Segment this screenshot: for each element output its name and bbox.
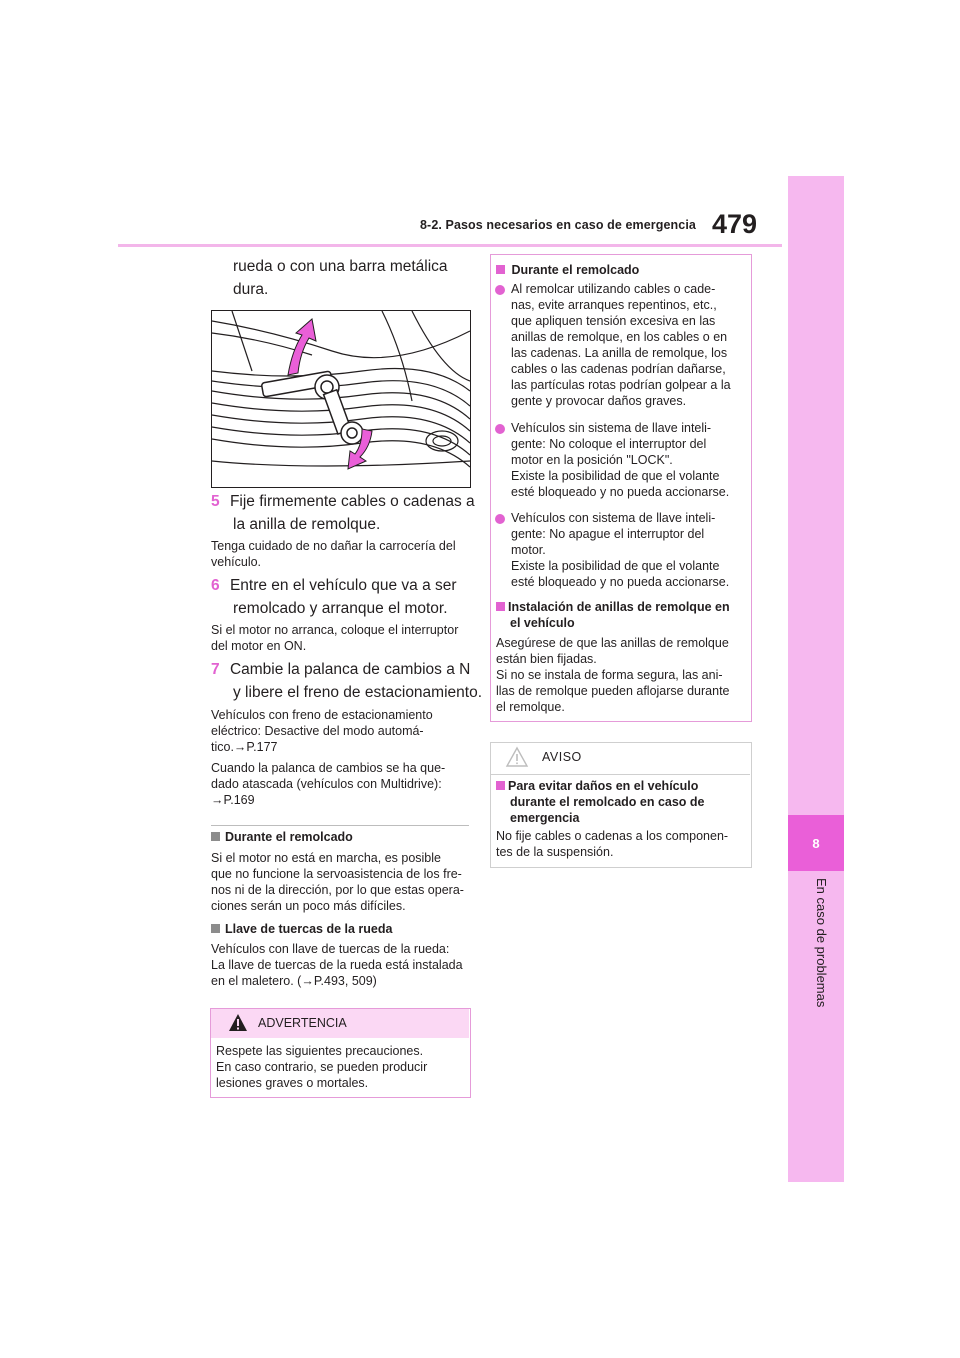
bullet-line: nas, evite arranques repentinos, etc., [511,298,717,312]
heading-text: durante el remolcado en caso de [510,795,705,809]
bullet-line: las partículas rotas podrían golpear a la [511,378,731,392]
step-text: Cambie la palanca de cambios a N [229,661,471,678]
bullet-line: las cadenas. La anilla de remolque, los [511,346,728,360]
bullet-dot-icon [495,285,505,295]
towing-eye-illustration [212,311,470,487]
warning-title: ADVERTENCIA [258,1016,347,1030]
warning-line: lesiones graves o mortales. [216,1076,369,1090]
note-line: del motor en ON. [211,639,307,653]
step-note [211,622,458,654]
intro-line-1: rueda o con una barra metálica [233,258,448,275]
body-line: Si no se instala de forma segura, las ani- [496,668,723,682]
body-line: No fije cables o cadenas a los componen- [496,829,729,843]
note-line: vehículo. [211,555,262,569]
header-rule [118,244,782,247]
body-line: La llave de tuercas de la rueda está instalada [211,958,463,972]
bullet-line: anillas de remolque, en los cables o en [511,330,728,344]
square-bullet-icon [211,832,220,841]
note-line: Cuando la palanca de cambios se ha que- [211,761,446,775]
bullet-text [511,420,747,500]
towing-illustration [211,310,471,488]
bullet-line: gente: No coloque el interruptor del [511,437,707,451]
note-line: Tenga cuidado de no dañar la carrocería del [211,539,456,553]
body-line: ciones serán un poco más difíciles. [211,899,406,913]
bullet-line: Al remolcar utilizando cables o cade- [511,282,716,296]
heading-text: emergencia [510,811,580,825]
bullet-dot-icon [495,424,505,434]
section-divider [211,825,469,826]
intro-line-2: dura. [233,281,269,298]
step-text-cont: la anilla de remolque. [233,516,381,533]
warning-text [216,1043,466,1091]
warning-line: En caso contrario, se pueden producir [216,1060,428,1074]
bullet-line: motor. [511,543,546,557]
bullet-line: que apliquen tensión excesiva en las [511,314,716,328]
body-line: Asegúrese de que las anillas de remolque [496,636,729,650]
bullet-line: Vehículos con sistema de llave inteli- [511,511,716,525]
section-body [211,941,463,989]
body-line: en el maletero. (→P.493, 509) [211,974,377,988]
right-section-body [496,635,746,715]
heading-text: el vehículo [510,616,575,630]
pink-square-bullet-icon [496,602,505,611]
page-number: 479 [712,209,758,239]
heading-text: Llave de tuercas de la rueda [225,922,393,936]
chapter-title: En caso de problemas [814,878,829,1008]
pink-square-bullet-icon [496,265,505,274]
heading-text: Durante el remolcado [511,263,640,277]
bullet-text [511,281,747,409]
bullet-line: gente: No apague el interruptor del [511,527,705,541]
note-line: Vehículos con freno de estacionamiento [211,708,433,722]
body-line: que no funcione la servoasistencia de los fre- [211,867,462,881]
bullet-line: esté bloqueado y no pueda accionarse. [511,485,730,499]
step-note [211,538,456,570]
notice-body [496,828,746,860]
body-line: llas de remolque pueden aflojarse durante [496,684,730,698]
notice-separator [490,774,750,775]
step-number: 5 [211,493,220,510]
warning-line: Respete las siguientes precauciones. [216,1044,424,1058]
heading-text: Para evitar daños en el vehículo [508,779,699,793]
step-note [211,760,445,808]
section-title: 8-2. Pasos necesarios en caso de emergencia [420,218,696,232]
body-line: el remolque. [496,700,565,714]
bullet-line: Existe la posibilidad de que el volante [511,559,720,573]
bullet-line: Existe la posibilidad de que el volante [511,469,720,483]
heading-text: Instalación de anillas de remolque en [508,600,730,614]
square-bullet-icon [211,924,220,933]
bullet-dot-icon [495,514,505,524]
step-number: 6 [211,577,220,594]
step-text: Entre en el vehículo que va a ser [229,577,457,594]
pink-square-bullet-icon [496,781,505,790]
note-line: eléctrico: Desactive del modo automá- [211,724,424,738]
note-line: Si el motor no arranca, coloque el interruptor [211,623,459,637]
step-text: Fije firmemente cables o cadenas a [229,493,475,510]
section-heading [211,830,353,844]
step-note [211,707,433,755]
chapter-number: 8 [788,815,844,871]
body-line: nos ni de la dirección, por lo que estas opera- [211,883,464,897]
caution-triangle-icon [505,746,529,773]
section-body [211,850,464,914]
heading-text: Durante el remolcado [225,830,353,844]
body-line: están bien fijadas. [496,652,597,666]
right-heading-2 [496,599,746,631]
notice-title: AVISO [542,750,582,764]
body-line: Si el motor no está en marcha, es posible [211,851,441,865]
bullet-line: cables o las cadenas podrían dañarse, [511,362,726,376]
bullet-text [511,510,747,590]
section-heading [211,922,392,936]
notice-heading [496,778,746,826]
step-text-cont: remolcado y arranque el motor. [233,600,448,617]
bullet-line: Vehículos sin sistema de llave inteli- [511,421,712,435]
bullet-line: motor en la posición "LOCK". [511,453,673,467]
note-line: →P.169 [211,793,255,807]
note-line: dado atascada (vehículos con Multidrive): [211,777,442,791]
bullet-line: gente y provocar daños graves. [511,394,687,408]
step-text-cont: y libere el freno de estacionamiento. [233,684,483,701]
step-number: 7 [211,661,220,678]
note-line: tico.→P.177 [211,740,278,754]
bullet-line: esté bloqueado y no pueda accionarse. [511,575,730,589]
right-heading-1 [496,262,639,278]
body-line: tes de la suspensión. [496,845,614,859]
body-line: Vehículos con llave de tuercas de la rueda: [211,942,450,956]
warning-triangle-icon [228,1013,248,1037]
